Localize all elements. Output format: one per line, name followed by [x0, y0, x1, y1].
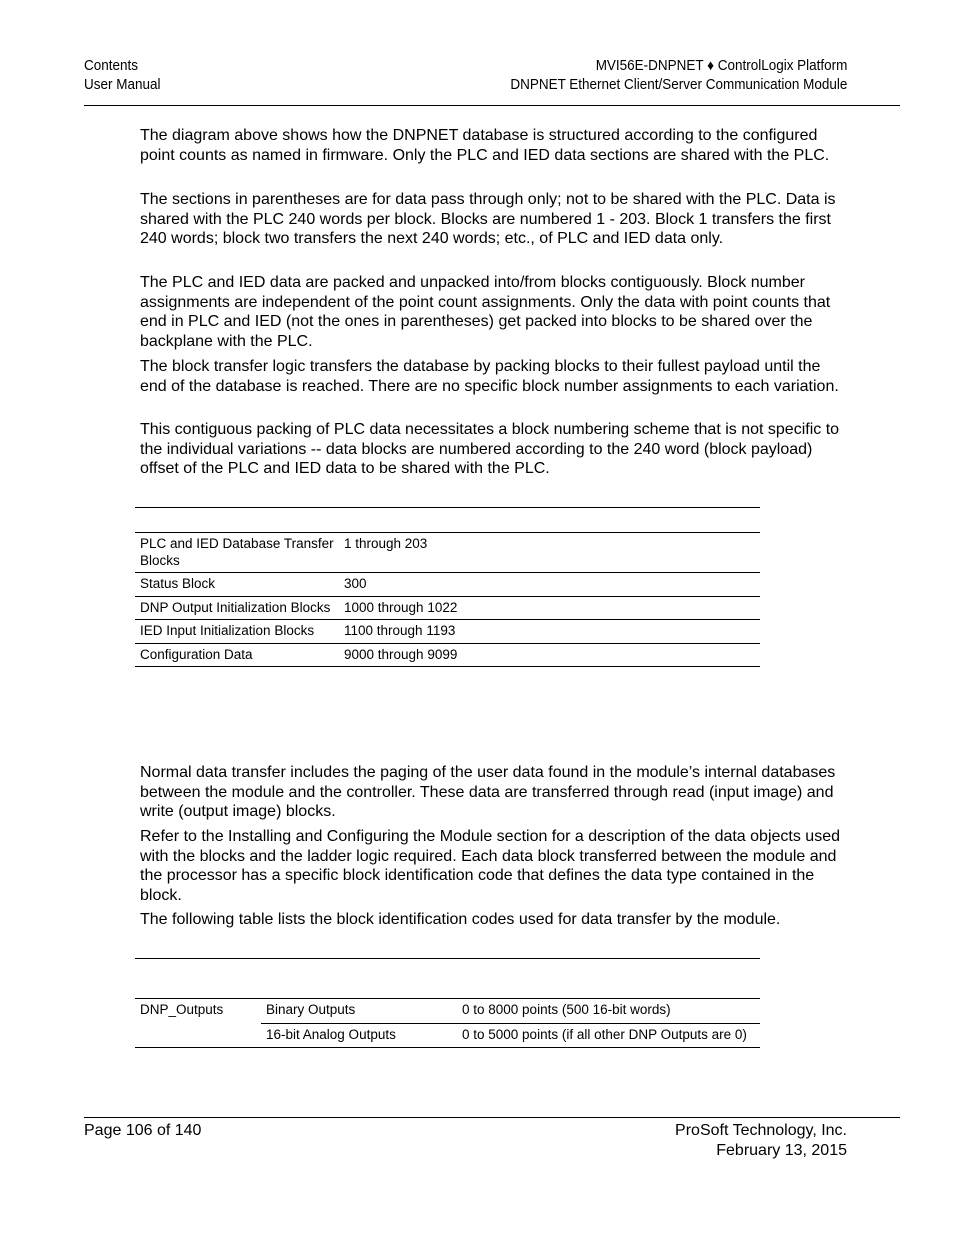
table-row — [135, 533, 760, 573]
output-type-cell: 16-bit Analog Outputs — [261, 1023, 457, 1048]
block-name-cell: DNP Output Initialization Blocks — [140, 599, 331, 615]
paragraph-table-intro: The following table lists the block identification codes used for data transfer by the module. — [140, 911, 781, 928]
block-table-top-rule — [135, 507, 760, 508]
paragraph-numbering: This contiguous packing of PLC data necessitates a block numbering scheme that is not specific to the individual variations -- data blocks are numbered according to the 240 word (block payload) offset of the PLC and IED data to be shared with the PLC. — [140, 421, 840, 478]
block-name-cell: Status Block — [140, 576, 216, 591]
output-table-top-rule — [135, 958, 760, 959]
block-range-cell: 1 through 203 — [344, 536, 428, 551]
table-row — [135, 999, 760, 1024]
header-rule — [84, 105, 900, 106]
block-name-cell: PLC and IED Database Transfer Blocks — [140, 536, 334, 568]
output-size-cell: 0 to 5000 points (if all other DNP Outputs are 0) — [457, 1023, 760, 1048]
paragraph-packing: The PLC and IED data are packed and unpacked into/from blocks contiguously. Block number assignments are independent of the point count assignments. Only the data with point counts that end in PLC and IED (not the ones in parentheses) get packed into blocks to be shared over the backplane with the PLC. — [140, 274, 831, 351]
block-name-cell: IED Input Initialization Blocks — [140, 623, 315, 638]
table-row — [135, 643, 760, 667]
header-document: User Manual — [84, 77, 161, 93]
table-row — [135, 596, 760, 620]
output-size-cell: 0 to 8000 points (500 16-bit words) — [462, 1002, 671, 1017]
company-name: ProSoft Technology, Inc. — [675, 1122, 847, 1139]
table-row — [135, 1023, 760, 1048]
block-range-cell: 300 — [344, 576, 367, 591]
block-range-cell: 9000 through 9099 — [344, 646, 458, 662]
paragraph-pass-through: The sections in parentheses are for data pass through only; not to be shared with the PLC. Data is shared with the PLC 240 words per block. Blocks are numbered 1 - 203. Block 1 transfers the first 240 words; block two transfers the next 240 words; etc., of PLC and IED data only. — [140, 191, 836, 248]
dnp-outputs-table — [135, 998, 760, 1048]
page-header-right — [510, 57, 847, 95]
paragraph-transfer-logic: The block transfer logic transfers the database by packing blocks to their fullest payload until the end of the database is reached. There are no specific block number assignments to each variation. — [140, 358, 839, 395]
block-name-cell: Configuration Data — [140, 646, 253, 662]
block-range-cell: 1000 through 1022 — [344, 599, 458, 615]
page-footer-right — [675, 1121, 847, 1161]
paragraph-database-structure: The diagram above shows how the DNPNET database is structured according to the configured point counts as named in firmware. Only the PLC and IED data sections are shared with the PLC. — [140, 127, 830, 164]
paragraph-normal-transfer: Normal data transfer includes the paging of the user data found in the module’s internal databases between the module and the controller. These data are transferred through read (input image) and write (output image) blocks. — [140, 764, 836, 821]
output-group-cell: DNP_Outputs — [140, 1002, 224, 1017]
publication-date: February 13, 2015 — [716, 1142, 847, 1159]
table-row — [135, 573, 760, 597]
header-product: MVI56E-DNPNET ♦ ControlLogix Platform — [595, 58, 847, 74]
header-module: DNPNET Ethernet Client/Server Communication Module — [509, 77, 847, 93]
table-row — [135, 620, 760, 644]
output-type-cell: Binary Outputs — [266, 1002, 356, 1017]
block-range-cell: 1100 through 1193 — [344, 623, 456, 638]
header-section: Contents — [84, 58, 138, 74]
page-number: Page 106 of 140 — [84, 1122, 202, 1139]
block-range-table — [135, 532, 760, 667]
output-group-cell-empty — [135, 1023, 261, 1048]
footer-rule — [84, 1117, 900, 1118]
paragraph-refer-section: Refer to the Installing and Configuring the Module section for a description of the data objects used with the blocks and the ladder logic required. Each data block transferred between the module and the processor has a specific block identification code that defines the data type contained in the block. — [140, 828, 840, 905]
page-header-left — [84, 57, 160, 95]
